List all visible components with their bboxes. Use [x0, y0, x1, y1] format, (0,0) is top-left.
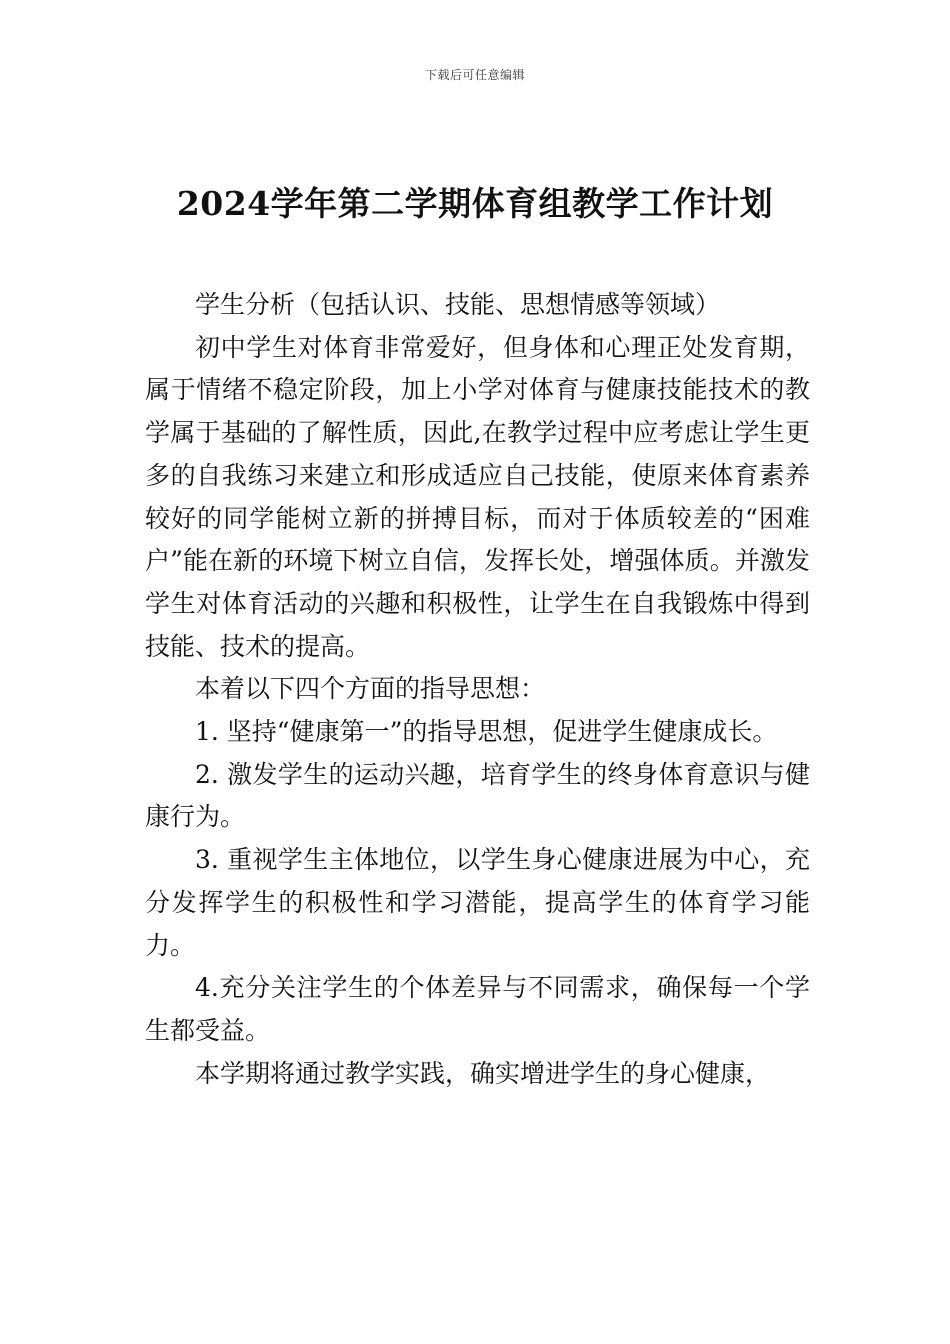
paragraph: 本着以下四个方面的指导思想： — [195, 674, 546, 704]
list-item: 2. 激发学生的运动兴趣，培育学生的终身体育意识与健康行为。 — [145, 759, 810, 832]
header-note: 下载后可任意编辑 — [424, 68, 525, 82]
list-item: 4.充分关注学生的个体差异与不同需求，确保每一个学生都受益。 — [145, 973, 810, 1045]
document-title: 2024学年第二学期体育组教学工作计划 — [176, 184, 774, 223]
document-body — [145, 284, 810, 1095]
paragraph: 初中学生对体育非常爱好，但身体和心理正处发育期，属于情绪不稳定阶段，加上小学对体育与健康技能技术的教学属于基础的了解性质，因此,在教学过程中应考虑让学生更多的自我练习来建立和形成适应自己技能，使原来体育素养较好的同学能树立新的拼搏目标，而对于体质较差的“困难户”能在新的环境下树立自信，发挥长处，增强体质。并激发学生对体育活动的兴趣和积极性，让学生在自我锻炼中得到技能、技术的提高。 — [145, 332, 810, 661]
paragraph: 本学期将通过教学实践，确实增进学生的身心健康， — [195, 1058, 771, 1088]
section-heading-student-analysis: 学生分析（包括认识、技能、思想情感等领域） — [195, 290, 721, 319]
list-item: 3. 重视学生主体地位，以学生身心健康进展为中心，充分发挥学生的积极性和学习潜能，提高学生的体育学习能力。 — [145, 845, 810, 960]
list-item: 1. 坚持“健康第一”的指导思想，促进学生健康成长。 — [195, 717, 778, 747]
